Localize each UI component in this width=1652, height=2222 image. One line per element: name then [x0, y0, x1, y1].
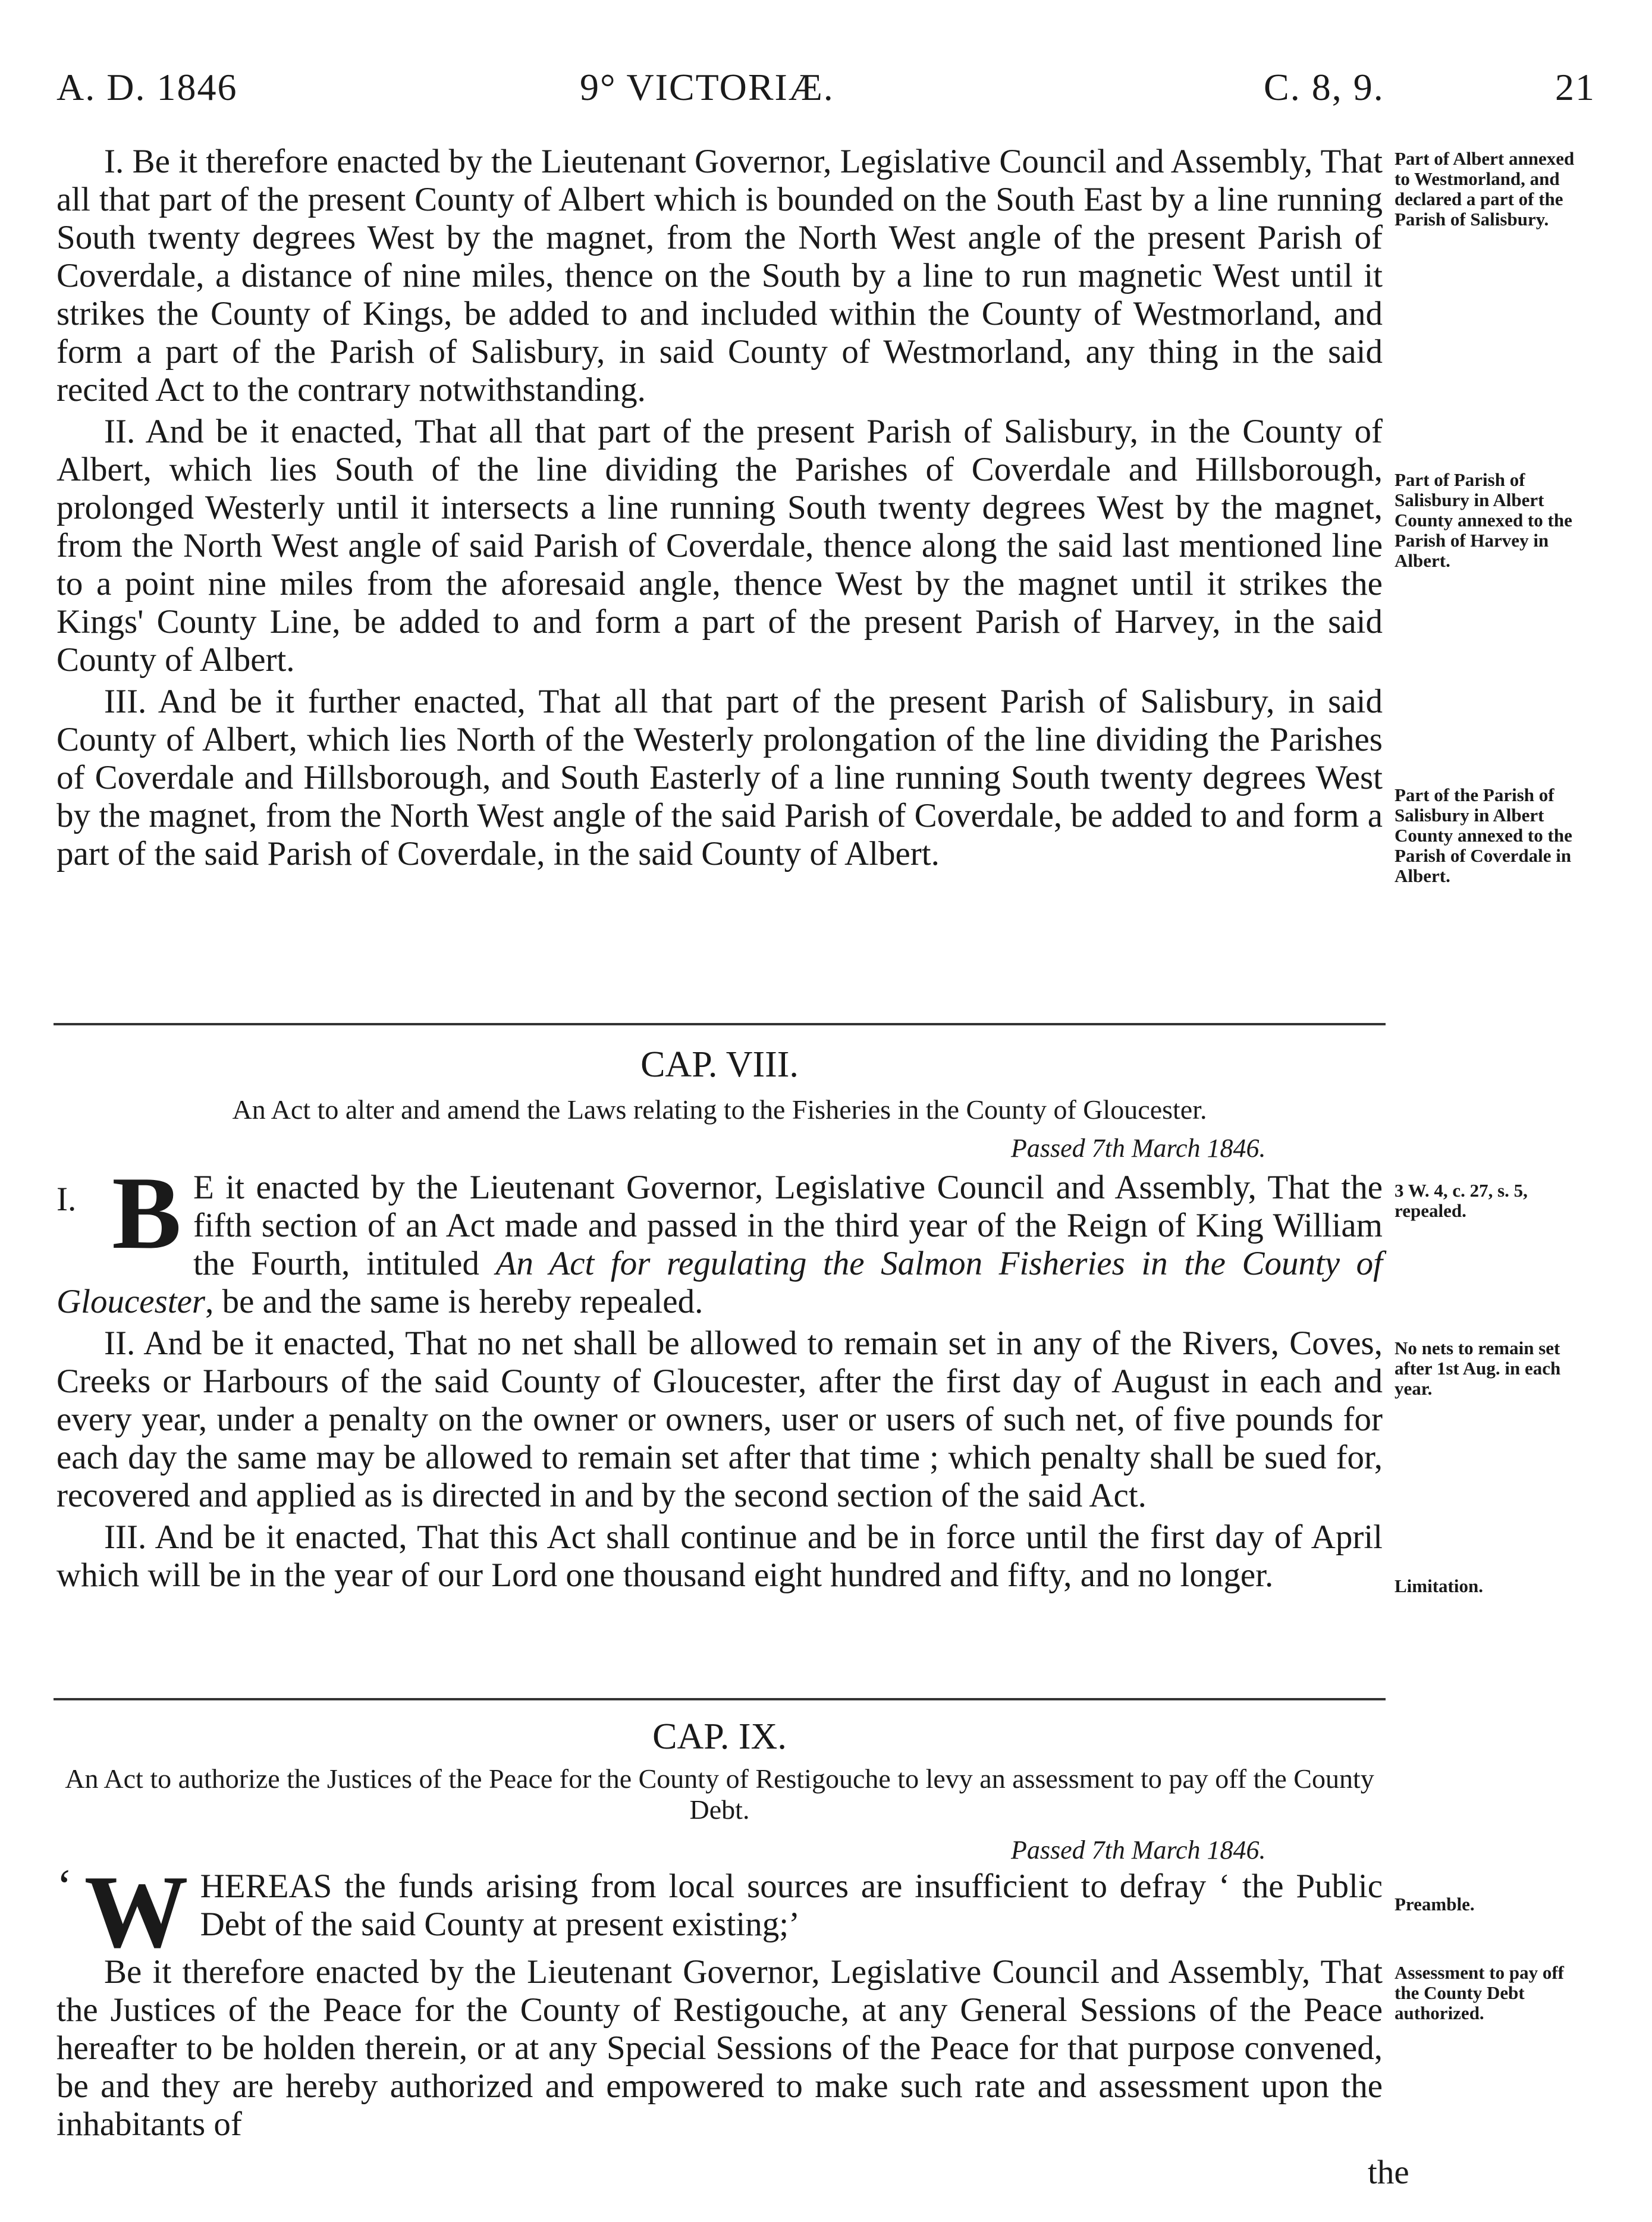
- cap8-passed-date: Passed 7th March 1846.: [1011, 1134, 1266, 1163]
- cap9-passed-date: Passed 7th March 1846.: [1011, 1835, 1266, 1865]
- cap7-sections: [56, 143, 1383, 877]
- cap8-section-1: [56, 1155, 1383, 1321]
- drop-cap: B: [112, 1155, 181, 1270]
- section-divider: [54, 1698, 1386, 1700]
- catchword: the: [1368, 2154, 1409, 2191]
- cap9-preamble: [56, 1854, 1383, 1969]
- header-year: A. D. 1846: [56, 66, 238, 108]
- marginal-note: Part of Albert annexed to Westmorland, and declared a part of the Parish of Salisbury.: [1395, 148, 1575, 230]
- opening-quote: ‘: [56, 1860, 73, 1913]
- cap8-heading: CAP. VIII.: [640, 1044, 799, 1085]
- cap9-sections: [56, 1854, 1383, 2147]
- marginal-note: Preamble.: [1395, 1894, 1475, 1915]
- marginal-note: No nets to remain set after 1st Aug. in each year.: [1395, 1338, 1561, 1399]
- cap8-section-2: II. And be it enacted, That no net shall be allowed to remain set in any of the Rivers, Coves, Creeks or Harbours of the said County of Gloucester, after the first day of August in each and every year, under a penalty on the owner or owners, user or users of such net, of five pounds for each day the same may be allowed to remain set after that time ; which penalty shall be sued for, recovered and applied as is directed in and by the second section of the said Act.: [56, 1325, 1383, 1514]
- header-chapter: C. 8, 9.: [1264, 66, 1384, 108]
- section-text: , be and the same is hereby repealed.: [205, 1283, 703, 1320]
- cap8-title: An Act to alter and amend the Laws relating to the Fisheries in the County of Gloucester.: [232, 1094, 1207, 1125]
- section-text: E it enacted by the Lieutenant Governor, Legislative Council and Assembly, That the fifth section of an Act made and passed in the third year of the Reign of King William the Fourth, intituled: [193, 1169, 1383, 1282]
- marginal-note: Part of Parish of Salisbury in Albert County annexed to the Parish of Harvey in Albert.: [1395, 469, 1572, 571]
- cap7-section-1: I. Be it therefore enacted by the Lieutenant Governor, Legislative Council and Assembly, That all that part of the present County of Albert which is bounded on the South East by a line running South twenty degrees West by the magnet, from the North West angle of the present Parish of Coverdale, a distance of nine miles, thence on the South by a line to run magnetic West until it strikes the County of Kings, be added to and included within the County of Westmorland, and form a part of the Parish of Salisbury, in said County of Westmorland, any thing in the said recited Act to the contrary notwithstanding.: [56, 143, 1383, 409]
- header-reign: 9° VICTORIÆ.: [580, 66, 834, 108]
- marginal-note: Assessment to pay off the County Debt authorized.: [1395, 1962, 1565, 2023]
- cap8-sections: [56, 1155, 1383, 1598]
- marginal-note: Limitation.: [1395, 1576, 1483, 1596]
- cap9-heading: CAP. IX.: [652, 1716, 787, 1757]
- preamble-text: HEREAS the funds arising from local sources are insufficient to defray ‘ the Public Debt of the said County at present existing;’: [200, 1868, 1383, 1943]
- section-number: I.: [56, 1181, 77, 1218]
- cap7-section-2: II. And be it enacted, That all that part of the present Parish of Salisbury, in the County of Albert, which lies South of the line dividing the Parishes of Coverdale and Hillsborough, prolonged Westerly until it intersects a line running South twenty degrees West by the magnet, from the North West angle of said Parish of Coverdale, thence along the said last mentioned line to a point nine miles from the aforesaid angle, thence West by the magnet until it strikes the Kings' County Line, be added to and form a part of the present Parish of Harvey, in the said County of Albert.: [56, 413, 1383, 679]
- cap9-section-1: Be it therefore enacted by the Lieutenant Governor, Legislative Council and Assembly, That the Justices of the Peace for the County of Restigouche, at any General Sessions of the Peace hereafter to be holden therein, or at any Special Sessions of the Peace for that purpose convened, be and they are hereby authorized and empowered to make such rate and assessment upon the inhabitants of: [56, 1953, 1383, 2143]
- section-divider: [54, 1023, 1386, 1025]
- marginal-note: Part of the Parish of Salisbury in Albert County annexed to the Parish of Coverdale in Albert.: [1395, 784, 1572, 886]
- marginal-note: 3 W. 4, c. 27, s. 5, repealed.: [1395, 1180, 1528, 1221]
- cap9-title: An Act to authorize the Justices of the Peace for the County of Restigouche to levy an assessment to pay off the County Debt.: [65, 1763, 1374, 1825]
- running-header: [56, 65, 1603, 119]
- cap8-section-3: III. And be it enacted, That this Act shall continue and be in force until the first day of April which will be in the year of our Lord one thousand eight hundred and fifty, and no longer.: [56, 1518, 1383, 1594]
- cap7-section-3: III. And be it further enacted, That all that part of the present Parish of Salisbury, in said County of Albert, which lies North of the Westerly prolongation of the line dividing the Parishes of Coverdale and Hillsborough, and South Easterly of a line running South twenty degrees West by the magnet, from the North West angle of the said Parish of Coverdale, be added to and form a part of the said Parish of Coverdale, in the said County of Albert.: [56, 683, 1383, 873]
- drop-cap: W: [84, 1854, 189, 1969]
- act-title: An Act for regulating the Salmon Fisheries in the County of Gloucester: [56, 1245, 1383, 1320]
- page-number: 21: [1555, 66, 1596, 108]
